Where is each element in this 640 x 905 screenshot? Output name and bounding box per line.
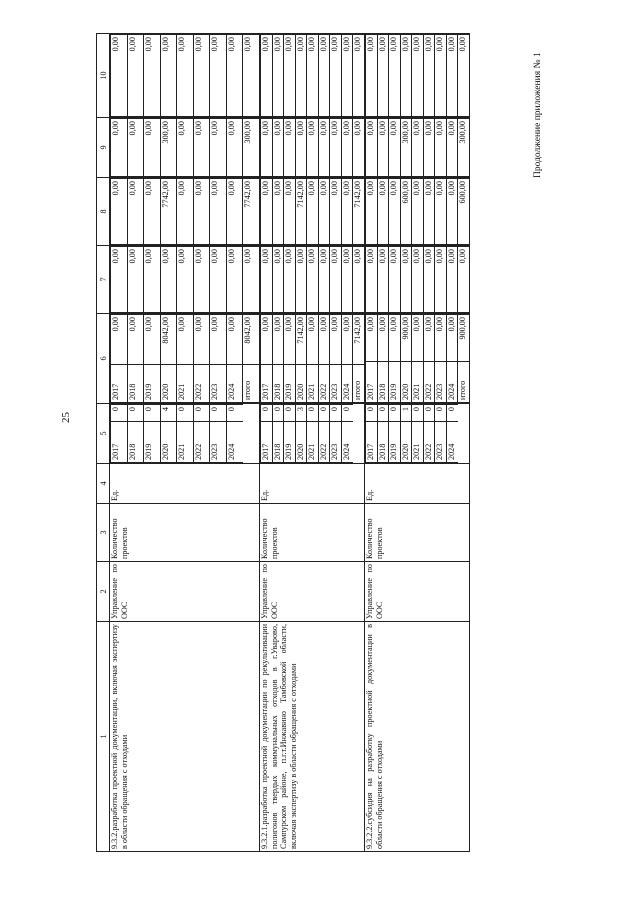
finance-value: 0,00 [226,179,243,245]
finance-value: 7142,00 [353,179,365,245]
finance-value: 0,00 [193,247,210,313]
indicator-name: Количество проектов [110,504,260,562]
year: 2021 [412,422,424,463]
col-num: 6 [97,314,110,404]
finance-year: 2021 [307,364,319,402]
executor: Управление по ООС [260,562,365,622]
table-row [260,34,365,852]
year: 2021 [307,422,319,463]
year: 2023 [435,422,447,463]
year-block [365,178,470,246]
year-block [260,404,365,464]
finance-year: 2018 [127,364,144,402]
finance-value: 0,00 [366,247,378,313]
finance-year: 2023 [210,364,227,402]
finance-value: 0,00 [261,179,273,245]
year-block [110,178,260,246]
finance-year: 2017 [366,361,378,402]
finance-year: итого [353,364,365,402]
year: 2022 [193,422,210,463]
year: 2022 [318,422,330,463]
year: 2023 [330,422,342,463]
finance-total: 0,00 [144,315,161,365]
year: 2020 [400,422,412,463]
finance-value: 0,00 [193,179,210,245]
finance-value: 0,00 [366,119,378,177]
finance-value: 0,00 [127,35,144,117]
finance-value: 0,00 [144,179,161,245]
col-num: 7 [97,246,110,314]
finance-value: 0,00 [341,179,353,245]
finance-value: 0,00 [177,119,194,177]
finance-year: 2024 [226,364,243,402]
finance-value: 300,00 [400,119,412,177]
finance-value: 0,00 [284,119,296,177]
finance-total: 8042,00 [160,315,177,365]
indicator-value: 0 [177,405,194,422]
program-table [96,33,470,852]
finance-year: 2023 [435,361,447,402]
finance-value: 0,00 [330,179,342,245]
finance-value: 0,00 [330,35,342,117]
finance-value: 0,00 [389,119,401,177]
finance-value: 0,00 [353,119,365,177]
finance-value: 0,00 [435,247,447,313]
indicator-value: 0 [389,405,401,422]
finance-total: 8042,00 [243,315,260,365]
indicator-value: 0 [226,405,243,422]
col-num: 4 [97,464,110,504]
finance-value: 0,00 [111,247,128,313]
finance-year: 2024 [446,361,458,402]
table-row [365,34,470,852]
finance-value: 0,00 [377,247,389,313]
finance-value: 600,00 [458,179,470,245]
col-num: 5 [97,404,110,464]
finance-value: 600,00 [400,179,412,245]
finance-total: 0,00 [127,315,144,365]
finance-value: 0,00 [366,179,378,245]
finance-value: 0,00 [318,247,330,313]
continuation-label: Продолжение приложения № 1 [533,52,543,178]
finance-total: 900,00 [458,315,470,362]
year: 2019 [389,422,401,463]
finance-value: 0,00 [226,247,243,313]
finance-value: 0,00 [144,35,161,117]
finance-value: 0,00 [111,35,128,117]
finance-total: 0,00 [423,315,435,362]
finance-year: 2020 [160,364,177,402]
finance-value: 0,00 [307,119,319,177]
finance-total: 7142,00 [353,315,365,365]
finance-value: 0,00 [272,179,284,245]
indicator-value: 0 [412,405,424,422]
finance-value: 0,00 [446,179,458,245]
finance-value: 0,00 [284,247,296,313]
finance-value: 0,00 [295,119,307,177]
finance-value: 0,00 [261,35,273,117]
indicator-value: 0 [446,405,458,422]
finance-value: 0,00 [446,247,458,313]
finance-year: 2021 [412,361,424,402]
finance-value: 0,00 [307,179,319,245]
year-block [365,34,470,118]
table-row [110,34,260,852]
year-block [260,118,365,178]
unit: Ед. [110,464,260,504]
year: 2023 [210,422,227,463]
finance-total: 0,00 [226,315,243,365]
indicator-value: 0 [435,405,447,422]
year-block [260,314,365,404]
page-number: 25 [60,412,72,423]
finance-year: 2024 [341,364,353,402]
indicator-value: 1 [400,405,412,422]
year-block [110,34,260,118]
finance-value: 0,00 [261,119,273,177]
indicator-name: Количество проектов [365,504,470,562]
year: 2019 [284,422,296,463]
finance-value: 0,00 [295,247,307,313]
finance-value: 0,00 [127,179,144,245]
executor: Управление по ООС [110,562,260,622]
year: 2024 [226,422,243,463]
finance-value: 0,00 [400,247,412,313]
finance-value: 0,00 [160,35,177,117]
indicator-value: 0 [423,405,435,422]
indicator-value: 0 [193,405,210,422]
finance-value: 0,00 [341,35,353,117]
indicator-value: 4 [160,405,177,422]
col-num: 3 [97,504,110,562]
year: 2018 [272,422,284,463]
finance-value: 0,00 [423,247,435,313]
finance-value: 7742,00 [243,179,260,245]
year-block [365,246,470,314]
finance-total: 0,00 [210,315,227,365]
finance-year: 2017 [261,364,273,402]
finance-value: 0,00 [177,35,194,117]
finance-value: 0,00 [412,247,424,313]
executor: Управление по ООС [365,562,470,622]
year-block [110,246,260,314]
finance-value: 0,00 [423,119,435,177]
column-number-row [97,34,110,852]
year: 2017 [366,422,378,463]
finance-value: 0,00 [412,179,424,245]
finance-value: 0,00 [272,119,284,177]
finance-value: 0,00 [341,119,353,177]
year: 2020 [160,422,177,463]
indicator-value: 0 [330,405,342,422]
year: 2024 [446,422,458,463]
finance-value: 0,00 [193,119,210,177]
finance-value: 300,00 [458,119,470,177]
finance-year: 2017 [111,364,128,402]
finance-value: 0,00 [330,247,342,313]
finance-value: 0,00 [284,35,296,117]
unit: Ед. [365,464,470,504]
finance-year: 2020 [400,361,412,402]
finance-value: 0,00 [226,119,243,177]
col-num: 9 [97,118,110,178]
finance-year: 2018 [377,361,389,402]
finance-value: 7142,00 [295,179,307,245]
finance-value: 0,00 [366,35,378,117]
year: 2019 [144,422,161,463]
finance-total: 0,00 [412,315,424,362]
indicator-value: 0 [127,405,144,422]
finance-value: 0,00 [423,179,435,245]
finance-value: 0,00 [423,35,435,117]
finance-value: 0,00 [435,35,447,117]
finance-total: 0,00 [330,315,342,365]
col-num: 8 [97,178,110,246]
finance-value: 0,00 [446,35,458,117]
measure-description: 9.3.2.2.субсидия на разработку проектной документации в области обращения с отходами [365,622,470,852]
finance-year: 2019 [144,364,161,402]
finance-value: 0,00 [435,179,447,245]
finance-value: 0,00 [377,119,389,177]
finance-total: 0,00 [272,315,284,365]
finance-value: 0,00 [295,35,307,117]
finance-total: 0,00 [284,315,296,365]
finance-value: 0,00 [226,35,243,117]
finance-total: 0,00 [377,315,389,362]
finance-value: 0,00 [284,179,296,245]
finance-value: 0,00 [111,179,128,245]
year-block [365,404,470,464]
finance-value: 300,00 [243,119,260,177]
finance-value: 7742,00 [160,179,177,245]
finance-year: 2020 [295,364,307,402]
year: 2024 [341,422,353,463]
indicator-value: 0 [366,405,378,422]
year-block [260,246,365,314]
finance-value: 0,00 [318,119,330,177]
finance-total: 0,00 [446,315,458,362]
finance-value: 0,00 [127,247,144,313]
finance-total: 0,00 [435,315,447,362]
finance-total: 0,00 [193,315,210,365]
finance-total: 0,00 [111,315,128,365]
col-num: 10 [97,34,110,118]
finance-year: 2019 [284,364,296,402]
finance-value: 0,00 [144,247,161,313]
year: 2017 [111,422,128,463]
unit: Ед. [260,464,365,504]
year: 2020 [295,422,307,463]
finance-value: 0,00 [243,35,260,117]
finance-value: 0,00 [389,179,401,245]
finance-value: 0,00 [307,247,319,313]
indicator-value: 0 [210,405,227,422]
year-block [365,118,470,178]
year-block [110,314,260,404]
indicator-value: 0 [307,405,319,422]
finance-value: 0,00 [193,35,210,117]
finance-value: 0,00 [111,119,128,177]
indicator-value: 0 [341,405,353,422]
year: 2017 [261,422,273,463]
col-num: 2 [97,562,110,622]
measure-description: 9.3.2.1.разработка проектной документации по рекультивации полигонов твердых коммунальных отходов в г.Уварово, Сампурском районе, п.г.т.Инжавино Тамбовской области, включая экспертизу в области обращения с отходами [260,622,365,852]
finance-value: 0,00 [389,35,401,117]
year: 2021 [177,422,194,463]
year: 2022 [423,422,435,463]
year-block [110,118,260,178]
finance-value: 0,00 [210,247,227,313]
finance-year: 2023 [330,364,342,402]
finance-total: 900,00 [400,315,412,362]
finance-value: 0,00 [353,35,365,117]
finance-total: 0,00 [341,315,353,365]
year-block [260,34,365,118]
finance-year: 2018 [272,364,284,402]
finance-total: 0,00 [177,315,194,365]
finance-value: 0,00 [353,247,365,313]
year-block [365,314,470,404]
finance-value: 0,00 [127,119,144,177]
finance-value: 0,00 [261,247,273,313]
finance-value: 0,00 [435,119,447,177]
finance-value: 0,00 [389,247,401,313]
table-body [110,34,470,852]
finance-year: 2022 [193,364,210,402]
finance-value: 0,00 [377,179,389,245]
finance-total: 0,00 [318,315,330,365]
finance-value: 0,00 [272,35,284,117]
year: 2018 [127,422,144,463]
indicator-value: 0 [261,405,273,422]
finance-total: 7142,00 [295,315,307,365]
finance-value: 0,00 [243,247,260,313]
year-block [110,404,260,464]
finance-total: 0,00 [307,315,319,365]
year-block [260,178,365,246]
finance-value: 0,00 [210,119,227,177]
finance-year: итого [458,361,470,402]
finance-value: 0,00 [318,179,330,245]
finance-value: 0,00 [177,179,194,245]
finance-value: 0,00 [341,247,353,313]
finance-value: 0,00 [412,35,424,117]
year: 2018 [377,422,389,463]
finance-value: 0,00 [177,247,194,313]
finance-value: 0,00 [318,35,330,117]
rotated-table-wrapper [96,34,528,852]
finance-value: 0,00 [307,35,319,117]
finance-year: 2019 [389,361,401,402]
finance-value: 0,00 [210,35,227,117]
finance-value: 0,00 [272,247,284,313]
finance-value: 0,00 [377,35,389,117]
finance-year: 2021 [177,364,194,402]
finance-total: 0,00 [366,315,378,362]
indicator-value: 0 [377,405,389,422]
indicator-value: 3 [295,405,307,422]
measure-description: 9.3.2.разработка проектной документации, включая экспертизу в области обращения с отходами [110,622,260,852]
indicator-name: Количество проектов [260,504,365,562]
indicator-value: 0 [144,405,161,422]
finance-value: 0,00 [160,247,177,313]
finance-value: 0,00 [458,247,470,313]
indicator-value: 0 [318,405,330,422]
finance-value: 0,00 [412,119,424,177]
finance-value: 0,00 [400,35,412,117]
indicator-value: 0 [284,405,296,422]
col-num: 1 [97,622,110,852]
finance-value: 0,00 [144,119,161,177]
finance-value: 0,00 [446,119,458,177]
finance-total: 0,00 [261,315,273,365]
finance-total: 0,00 [389,315,401,362]
finance-value: 0,00 [458,35,470,117]
finance-value: 300,00 [160,119,177,177]
finance-year: итого [243,364,260,402]
finance-value: 0,00 [330,119,342,177]
finance-year: 2022 [423,361,435,402]
indicator-value: 0 [111,405,128,422]
indicator-value: 0 [272,405,284,422]
finance-year: 2022 [318,364,330,402]
finance-value: 0,00 [210,179,227,245]
